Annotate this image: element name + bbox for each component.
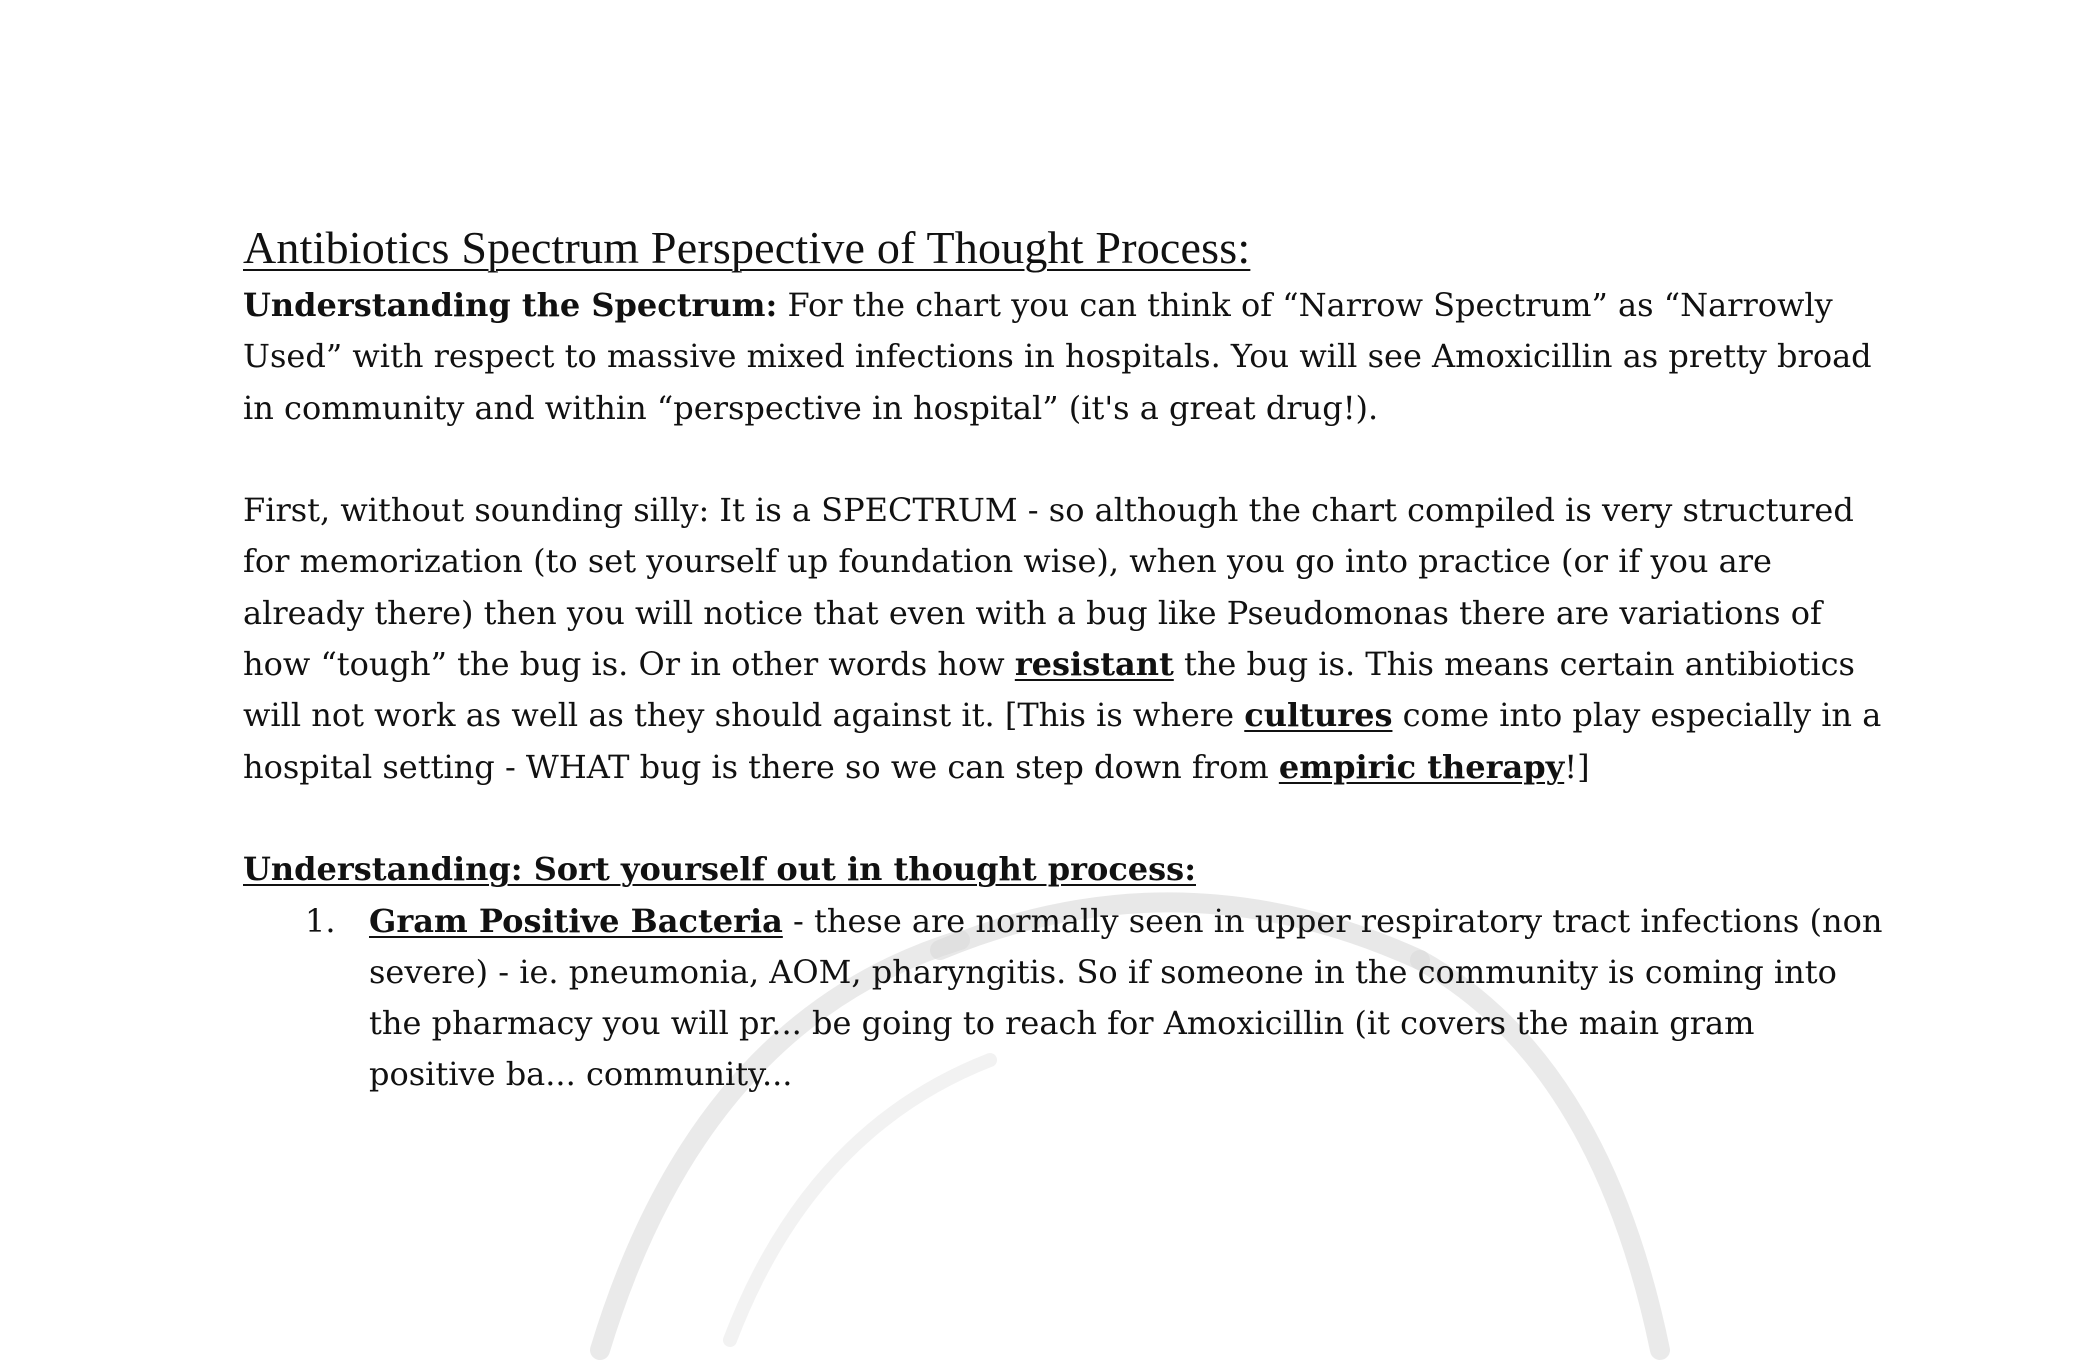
paragraph-spectrum-explanation xyxy=(243,485,1883,793)
list-item-text: - these are normally seen in upper respiratory tract infections (non severe) - ie. pneumonia, AOM, pharyngitis. So if someone in the community is coming into the pharmacy you will pr... be going to reach for Amoxicillin (it covers the main gram positive ba... community... xyxy=(369,901,1883,1094)
list-item xyxy=(243,896,1883,1101)
page-title: Antibiotics Spectrum Perspective of Thought Process: xyxy=(243,222,1251,273)
paragraph-spacer xyxy=(243,793,1883,844)
paragraph-lead: Understanding the Spectrum: xyxy=(243,286,778,324)
list-item-lead: Gram Positive Bacteria xyxy=(369,901,783,940)
paragraph-text-1: First, without sounding silly: It is a SPECTRUM - so although the chart compiled is very structured for memorization (to set yourself up foundation wise), when you go into practice (or if you are already there) then you will notice that even with a bug like Pseudomonas there are variations of how “tough” the bug is. Or in other words how xyxy=(243,491,1854,684)
list-item-number: 1. xyxy=(305,901,336,940)
keyword-empiric-therapy: empiric therapy xyxy=(1278,747,1565,786)
keyword-resistant: resistant xyxy=(1014,645,1174,684)
section-heading-text: Understanding: Sort yourself out in thought process: xyxy=(243,850,1196,889)
section-heading xyxy=(243,844,1883,895)
paragraph-understanding-spectrum xyxy=(243,280,1883,434)
keyword-cultures: cultures xyxy=(1244,696,1393,735)
document-body xyxy=(243,220,1883,1101)
paragraph-text-2: the bug is. This means certain antibiotics will not work as well as they should against it. [This is where xyxy=(243,645,1855,735)
paragraph-text-3: come into play especially in a hospital setting - WHAT bug is there so we can step down from xyxy=(243,696,1882,786)
paragraph-text-4: !] xyxy=(1564,747,1590,786)
paragraph-spacer xyxy=(243,434,1883,485)
paragraph-text: For the chart you can think of “Narrow Spectrum” as “Narrowly Used” with respect to massive mixed infections in hospitals. You will see Amoxicillin as pretty broad in community and within “perspective in hospital” (it's a great drug!). xyxy=(243,286,1872,427)
numbered-list xyxy=(243,896,1883,1101)
